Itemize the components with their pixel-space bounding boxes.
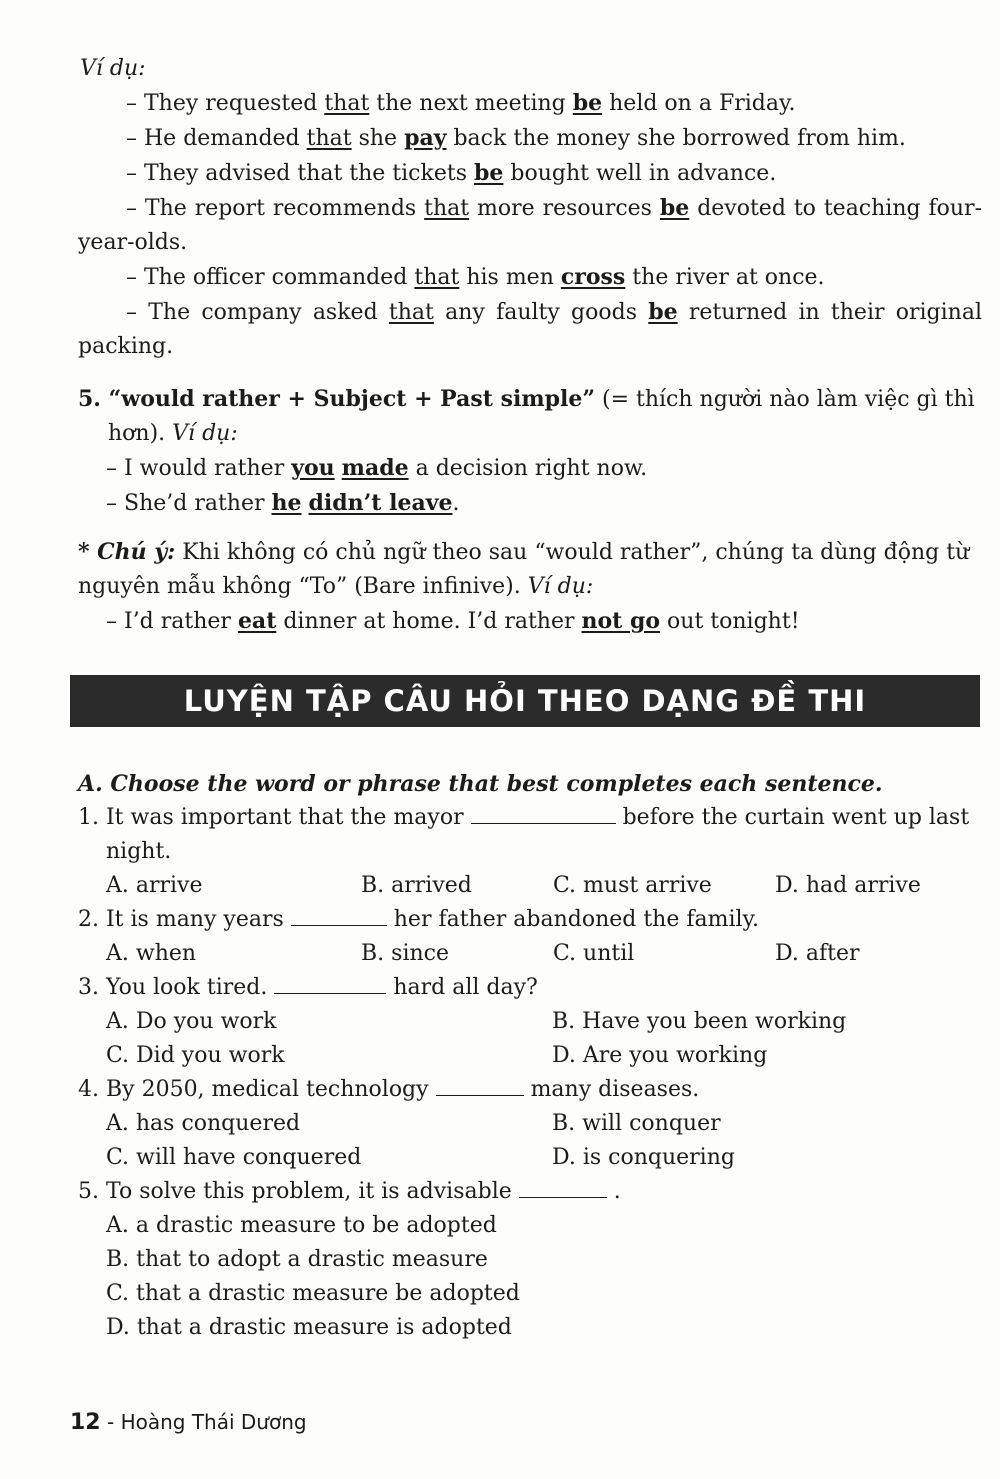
option: D. after [775, 941, 860, 966]
note-example: – I’d rather eat dinner at home. I’d rather not go out tonight! [106, 608, 800, 634]
example-sentence: – He demanded that she pay back the money she borrowed from him. [126, 125, 906, 151]
option: A. has conquered [106, 1111, 301, 1136]
example-sentence: – They requested that the next meeting be held on a Friday. [126, 90, 796, 116]
example-label: Ví dụ: [80, 56, 146, 81]
options-5 [78, 1209, 982, 1345]
option: D. Are you working [552, 1043, 768, 1068]
example-sentence: – The company asked that any faulty goods be returned in their original packing. [78, 299, 982, 359]
option: B. will conquer [552, 1111, 721, 1136]
example-list [78, 86, 982, 364]
options-1 [78, 869, 982, 903]
option: C. must arrive [553, 873, 712, 898]
option: B. that to adopt a drastic measure [106, 1247, 488, 1272]
option: B. since [361, 941, 449, 966]
option: A. arrive [106, 873, 203, 898]
option: C. will have conquered [106, 1145, 362, 1170]
option: B. arrived [361, 873, 472, 898]
note-label: * Chú ý: [78, 539, 176, 565]
option: A. when [106, 941, 197, 966]
option: D. had arrive [775, 873, 921, 898]
rule-5-title: 5. “would rather + Subject + Past simple” [78, 386, 595, 412]
options-2 [78, 937, 982, 971]
option: A. a drastic measure to be adopted [106, 1213, 497, 1238]
option: C. until [553, 941, 635, 966]
rule-5-example: – I would rather you made a decision right now. [106, 455, 648, 481]
answer-blank [436, 1073, 524, 1096]
answer-blank [519, 1175, 607, 1198]
options-3 [78, 1005, 982, 1073]
answer-blank [291, 903, 387, 926]
option: A. Do you work [106, 1009, 277, 1034]
answer-blank [274, 971, 386, 994]
example-sentence: – They advised that the tickets be bought well in advance. [126, 160, 777, 186]
option: D. that a drastic measure is adopted [106, 1315, 512, 1340]
question-5: 5. To solve this problem, it is advisable . [78, 1175, 982, 1209]
page-number: 12 [70, 1410, 101, 1435]
question-1: 1. It was important that the mayor before the curtain went up last night. [78, 801, 982, 869]
option: D. is conquering [552, 1145, 735, 1170]
rule-5: 5. “would rather + Subject + Past simple” (= thích người nào làm việc gì thì hơn). Ví dụ: [78, 386, 975, 446]
option: C. that a drastic measure be adopted [106, 1281, 520, 1306]
section-banner: LUYỆN TẬP CÂU HỎI THEO DẠNG ĐỀ THI [70, 675, 980, 727]
rule-5-example: – She’d rather he didn’t leave. [106, 490, 460, 516]
question-4: 4. By 2050, medical technology many diseases. [78, 1073, 982, 1107]
note: * Chú ý: Khi không có chủ ngữ theo sau “would rather”, chúng ta dùng động từ nguyên mẫu không “To” (Bare infinive). Ví dụ: [78, 539, 970, 599]
page-footer: 12 - Hoàng Thái Dương [70, 1410, 307, 1435]
example-sentence: – The officer commanded that his men cross the river at once. [126, 264, 825, 290]
question-3: 3. You look tired. hard all day? [78, 971, 982, 1005]
author-name: Hoàng Thái Dương [120, 1410, 307, 1434]
example-sentence: – The report recommends that more resources be devoted to teaching four-year-olds. [78, 195, 983, 255]
option: C. Did you work [106, 1043, 285, 1068]
question-2: 2. It is many years her father abandoned the family. [78, 903, 982, 937]
option: B. Have you been working [552, 1009, 847, 1034]
answer-blank [471, 801, 616, 824]
options-4 [78, 1107, 982, 1175]
page-content [78, 52, 982, 1345]
section-a-heading: A. Choose the word or phrase that best completes each sentence. [78, 771, 883, 797]
